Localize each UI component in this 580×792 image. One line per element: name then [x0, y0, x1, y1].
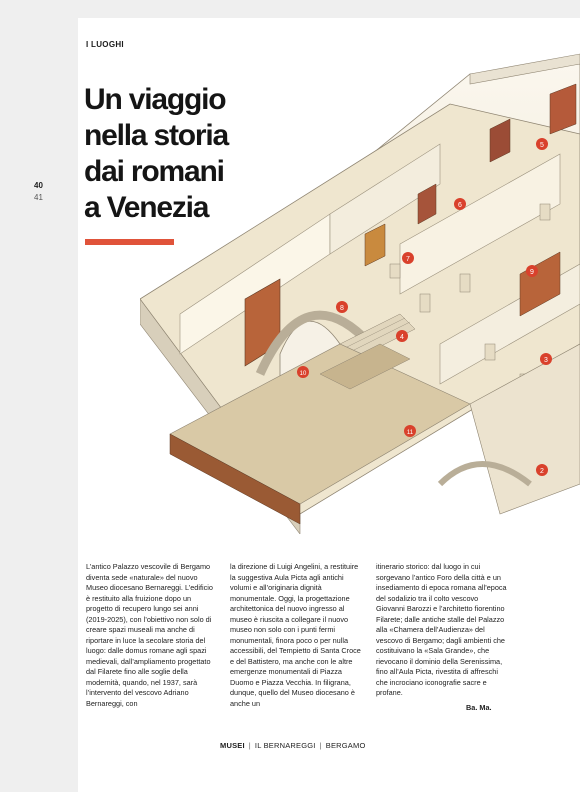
article-column-2: la direzione di Luigi Angelini, a restituire la suggestiva Aula Picta agli antichi volumi e all’originaria dignità monumentale. Oggi, la progettazione architettonica del nuovo ingresso al museo è riuscita a collegare il nuovo museo non solo con i punti fermi monumentali, finora poco o per nulla accessibili, del Tempietto di Santa Croce e del Battistero, ma anche con le altre emergenze monumentali di Piazza Duomo e Piazza Vecchia. In filigrana, dunque, quello del Museo diocesano è anche un: [230, 562, 361, 708]
marker-5[interactable]: [536, 138, 548, 150]
title-line: nella storia: [84, 119, 228, 152]
marker-7[interactable]: [402, 252, 414, 264]
marker-number: 5: [540, 142, 544, 149]
title-line: a Venezia: [84, 191, 209, 224]
marker-number: 2: [540, 468, 544, 475]
museum-cutaway-illustration: [140, 44, 580, 534]
marker-number: 10: [299, 371, 307, 377]
author-signature: Ba. Ma.: [466, 703, 492, 712]
article-column-3: itinerario storico: dal luogo in cui sorgevano l’antico Foro della città e un insediamento di epoca romana all’epoca del sodalizio tra il colto vescovo Giovanni Barozzi e l’architetto fiorentino Filarete; dalle antiche stalle del Palazzo alla «Chamera dell’Audienza» del vescovo di Bergamo; dagli ambienti che costituivano la «Sala Grande», che rievocano il dominio della Serenissima, fino all’Aula Picta, rivestita di affreschi che incrociano iconografie sacre e profane.: [376, 562, 507, 697]
marker-number: 8: [340, 305, 344, 312]
marker-8[interactable]: [336, 301, 348, 313]
marker-3[interactable]: [540, 353, 552, 365]
marker-9[interactable]: [526, 265, 538, 277]
marker-2[interactable]: [536, 464, 548, 476]
marker-number: 7: [406, 256, 410, 263]
marker-10[interactable]: [297, 366, 309, 378]
marker-number: 3: [544, 357, 548, 364]
marker-number: 11: [406, 430, 414, 436]
footer-brand: MUSEI: [220, 741, 245, 750]
title-line: dai romani: [84, 155, 224, 188]
footer-separator: |: [248, 741, 251, 750]
title-line: Un viaggio: [84, 83, 226, 116]
page-footer: [220, 741, 366, 750]
marker-11[interactable]: [404, 425, 416, 437]
footer-item: BERGAMO: [325, 741, 366, 750]
marker-number: 6: [458, 202, 462, 209]
article-column-1: L’antico Palazzo vescovile di Bergamo diventa sede «naturale» del nuovo Museo diocesano Bernareggi. L’edificio è restituito alla fruizione dopo un progetto di recupero lungo sei anni (2019-2025), con l’obiettivo non solo di creare spazi museali ma anche di riportare in luce la secolare storia del luogo: dalle domus romane agli spazi medievali, dall’ampliamento progettato dal Filarete fino alle soglie della modernità, quando, nel 1937, sarà l’intervento del vescovo Adriano Bernareggi, con: [86, 562, 213, 708]
marker-4[interactable]: [396, 330, 408, 342]
marker-number: 9: [530, 269, 534, 276]
marker-6[interactable]: [454, 198, 466, 210]
section-label: I LUOGHI: [86, 40, 124, 49]
page-number-left: 40: [34, 181, 43, 190]
footer-separator: |: [319, 741, 322, 750]
marker-number: 4: [400, 334, 404, 341]
page-number-right: 41: [34, 193, 43, 202]
footer-item: IL BERNAREGGI: [254, 741, 316, 750]
